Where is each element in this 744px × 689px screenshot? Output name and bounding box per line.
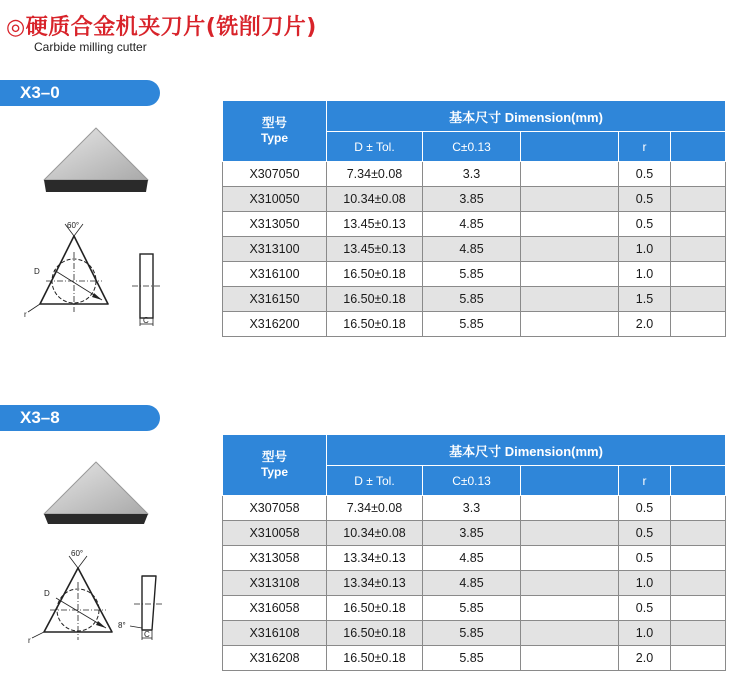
c-cell: 4.85: [423, 546, 521, 571]
d-cell: 16.50±0.18: [327, 646, 423, 671]
d-cell: 7.34±0.08: [327, 162, 423, 187]
table-row: [223, 287, 726, 312]
empty-header: [671, 466, 726, 496]
r-cell: 0.5: [619, 521, 671, 546]
spec-table-x3-8: [222, 434, 726, 671]
type-cell: X313100: [223, 237, 327, 262]
d-cell: 10.34±0.08: [327, 187, 423, 212]
type-cell: X310050: [223, 187, 327, 212]
insert-3d-image: [40, 460, 152, 530]
table-row: [223, 212, 726, 237]
empty-cell: [521, 312, 619, 337]
r-cell: 0.5: [619, 496, 671, 521]
dimension-header: 基本尺寸 Dimension(mm): [327, 435, 726, 466]
empty-cell: [521, 571, 619, 596]
empty-cell: [521, 187, 619, 212]
empty-cell: [521, 646, 619, 671]
empty-cell: [671, 212, 726, 237]
d-header: D ± Tol.: [327, 132, 423, 162]
type-cell: X313050: [223, 212, 327, 237]
diameter-label: D: [44, 589, 50, 598]
d-header: D ± Tol.: [327, 466, 423, 496]
insert-top-view-diagram: [24, 544, 124, 648]
r-cell: 1.0: [619, 237, 671, 262]
r-cell: 0.5: [619, 596, 671, 621]
type-cell: X313108: [223, 571, 327, 596]
c-cell: 5.85: [423, 646, 521, 671]
c-cell: 4.85: [423, 212, 521, 237]
empty-cell: [671, 162, 726, 187]
table-row: [223, 521, 726, 546]
thickness-label: C: [144, 630, 150, 639]
c-cell: 4.85: [423, 571, 521, 596]
r-header: r: [619, 132, 671, 162]
insert-side-view-diagram: [116, 570, 168, 652]
dimension-header: 基本尺寸 Dimension(mm): [327, 101, 726, 132]
table-row: [223, 496, 726, 521]
empty-cell: [521, 162, 619, 187]
insert-3d-image: [40, 126, 152, 196]
r-cell: 0.5: [619, 187, 671, 212]
d-cell: 10.34±0.08: [327, 521, 423, 546]
r-header: r: [619, 466, 671, 496]
c-header: C±0.13: [423, 466, 521, 496]
spec-table-x3-0: [222, 100, 726, 337]
r-cell: 1.0: [619, 621, 671, 646]
table-row: [223, 621, 726, 646]
r-cell: 2.0: [619, 312, 671, 337]
c-cell: 3.3: [423, 162, 521, 187]
empty-cell: [521, 521, 619, 546]
page-subtitle: Carbide milling cutter: [34, 40, 147, 54]
r-cell: 0.5: [619, 546, 671, 571]
empty-cell: [671, 496, 726, 521]
table-row: [223, 596, 726, 621]
table-row: [223, 262, 726, 287]
empty-header: [671, 132, 726, 162]
empty-cell: [521, 287, 619, 312]
type-cell: X310058: [223, 521, 327, 546]
c-cell: 5.85: [423, 312, 521, 337]
empty-cell: [671, 646, 726, 671]
type-cell: X313058: [223, 546, 327, 571]
c-header: C±0.13: [423, 132, 521, 162]
empty-cell: [671, 287, 726, 312]
type-header-cn: 型号: [261, 450, 287, 464]
d-cell: 13.34±0.13: [327, 571, 423, 596]
c-cell: 3.85: [423, 521, 521, 546]
type-cell: X316108: [223, 621, 327, 646]
empty-cell: [521, 596, 619, 621]
insert-side-view-diagram: [130, 248, 166, 330]
type-cell: X316150: [223, 287, 327, 312]
c-cell: 3.3: [423, 496, 521, 521]
d-cell: 7.34±0.08: [327, 496, 423, 521]
type-cell: X307050: [223, 162, 327, 187]
relief-angle-label: 8°: [118, 621, 126, 630]
radius-label: r: [28, 636, 31, 645]
section-label-x3-8: X3–8: [0, 405, 160, 431]
radius-label: r: [24, 310, 27, 319]
empty-cell: [671, 571, 726, 596]
c-cell: 4.85: [423, 237, 521, 262]
diameter-label: D: [34, 267, 40, 276]
type-header-en: Type: [260, 131, 289, 145]
angle-label: 60°: [67, 221, 80, 230]
type-cell: X316208: [223, 646, 327, 671]
c-cell: 5.85: [423, 287, 521, 312]
table-row: [223, 312, 726, 337]
empty-cell: [671, 312, 726, 337]
type-column-header: [223, 101, 327, 162]
table-row: [223, 237, 726, 262]
r-cell: 0.5: [619, 162, 671, 187]
type-header-en: Type: [260, 465, 289, 479]
table-row: [223, 187, 726, 212]
r-cell: 1.5: [619, 287, 671, 312]
empty-cell: [521, 496, 619, 521]
type-cell: X316200: [223, 312, 327, 337]
section-label-x3-0: X3–0: [0, 80, 160, 106]
empty-cell: [671, 237, 726, 262]
empty-header: [521, 466, 619, 496]
d-cell: 16.50±0.18: [327, 287, 423, 312]
empty-header: [521, 132, 619, 162]
empty-cell: [671, 621, 726, 646]
d-cell: 16.50±0.18: [327, 596, 423, 621]
empty-cell: [521, 212, 619, 237]
empty-cell: [671, 521, 726, 546]
empty-cell: [671, 262, 726, 287]
empty-cell: [671, 546, 726, 571]
c-cell: 5.85: [423, 262, 521, 287]
table-row: [223, 546, 726, 571]
empty-cell: [521, 621, 619, 646]
r-cell: 1.0: [619, 262, 671, 287]
table-row: [223, 162, 726, 187]
empty-cell: [521, 546, 619, 571]
angle-label: 60°: [71, 549, 84, 558]
thickness-label: C: [143, 316, 149, 325]
table-row: [223, 646, 726, 671]
d-cell: 16.50±0.18: [327, 312, 423, 337]
d-cell: 16.50±0.18: [327, 262, 423, 287]
c-cell: 5.85: [423, 621, 521, 646]
d-cell: 13.45±0.13: [327, 212, 423, 237]
c-cell: 5.85: [423, 596, 521, 621]
type-cell: X316100: [223, 262, 327, 287]
type-cell: X316058: [223, 596, 327, 621]
empty-cell: [671, 187, 726, 212]
insert-top-view-diagram: [20, 216, 120, 320]
empty-cell: [521, 262, 619, 287]
d-cell: 16.50±0.18: [327, 621, 423, 646]
type-column-header: [223, 435, 327, 496]
type-header-cn: 型号: [261, 116, 287, 130]
empty-cell: [671, 596, 726, 621]
page-title: ◎硬质合金机夹刀片(铣削刀片): [6, 15, 317, 40]
r-cell: 2.0: [619, 646, 671, 671]
c-cell: 3.85: [423, 187, 521, 212]
r-cell: 0.5: [619, 212, 671, 237]
table-row: [223, 571, 726, 596]
empty-cell: [521, 237, 619, 262]
type-cell: X307058: [223, 496, 327, 521]
d-cell: 13.34±0.13: [327, 546, 423, 571]
r-cell: 1.0: [619, 571, 671, 596]
d-cell: 13.45±0.13: [327, 237, 423, 262]
